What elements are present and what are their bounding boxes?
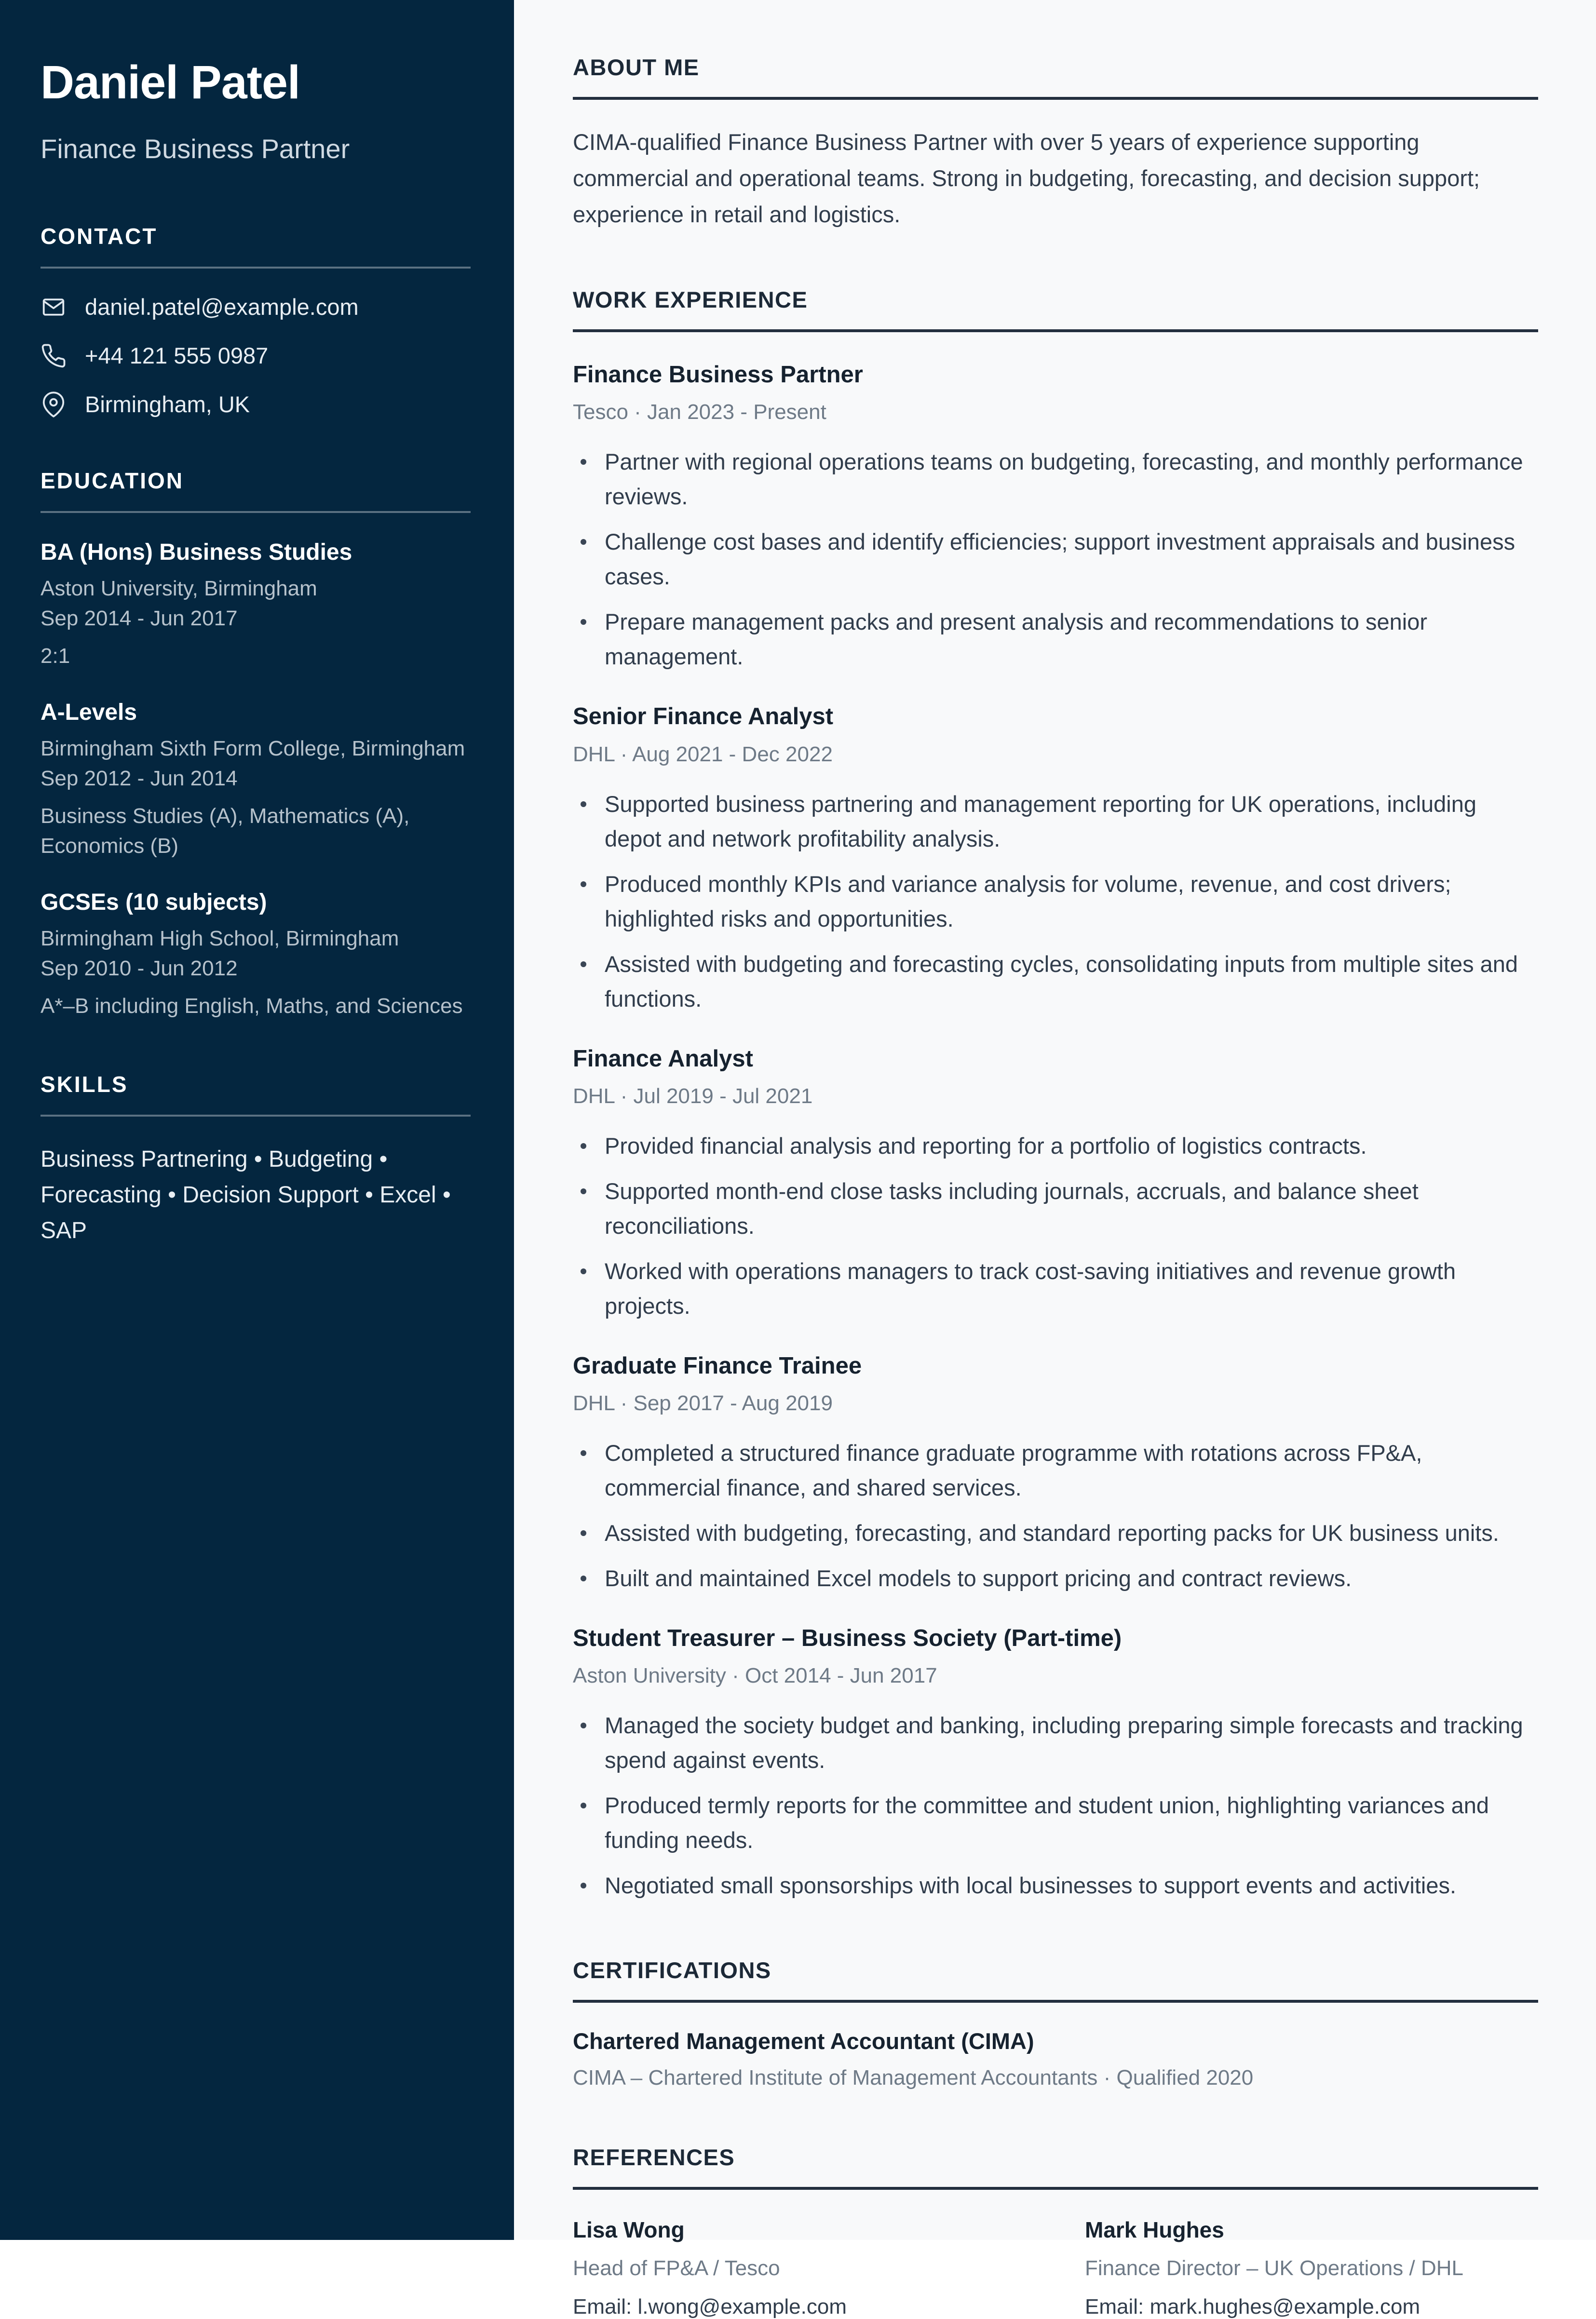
education-note: 2:1 (41, 644, 70, 668)
skills-section (41, 1071, 471, 1249)
job-entry (573, 1624, 1538, 1903)
contact-phone: +44 121 555 0987 (85, 343, 269, 369)
education-heading: EDUCATION (41, 468, 184, 494)
job-bullet-list (573, 787, 1538, 1016)
person-role: Finance Business Partner (41, 133, 350, 164)
reference-name: Lisa Wong (573, 2217, 685, 2243)
about-heading: ABOUT ME (573, 54, 700, 80)
main-content (514, 0, 1596, 2319)
contact-email: daniel.patel@example.com (85, 294, 359, 320)
education-note: Business Studies (A), Mathematics (A), Economics (B) (41, 804, 410, 858)
job-bullet: Managed the society budget and banking, including preparing simple forecasts and tracking spend against events. (605, 1708, 1538, 1778)
contact-section (41, 223, 471, 418)
job-bullet: Worked with operations managers to track cost-saving initiatives and revenue growth projects. (605, 1254, 1538, 1323)
job-bullet: Assisted with budgeting, forecasting, and standard reporting packs for UK business units. (605, 1516, 1538, 1550)
references-heading: REFERENCES (573, 2144, 735, 2171)
contact-location: Birmingham, UK (85, 391, 250, 418)
job-bullet: Supported business partnering and management reporting for UK operations, including depot and network profitability analysis. (605, 787, 1538, 856)
job-bullet-list (573, 1708, 1538, 1903)
education-degree: GCSEs (10 subjects) (41, 890, 267, 916)
education-item (41, 538, 471, 671)
job-title: Graduate Finance Trainee (573, 1352, 862, 1379)
education-school: Birmingham Sixth Form College, Birmingham (41, 737, 465, 761)
job-title: Senior Finance Analyst (573, 703, 834, 730)
phone-icon (41, 343, 67, 369)
job-meta: Tesco · Jan 2023 - Present (573, 400, 826, 424)
job-title: Finance Analyst (573, 1045, 753, 1072)
education-section (41, 468, 471, 1021)
contact-row-phone (41, 342, 471, 369)
job-bullet: Completed a structured finance graduate programme with rotations across FP&A, commercial finance, and shared services. (605, 1436, 1538, 1505)
contact-row-location (41, 391, 471, 418)
reference-email: Email: l.wong@example.com (573, 2295, 847, 2319)
job-meta: Aston University · Oct 2014 - Jun 2017 (573, 1664, 937, 1688)
divider (41, 511, 471, 513)
education-degree: A-Levels (41, 700, 137, 726)
job-title: Student Treasurer – Business Society (Part-time) (573, 1625, 1122, 1651)
education-school: Birmingham High School, Birmingham (41, 927, 399, 951)
job-entry (573, 702, 1538, 1016)
education-item (41, 698, 471, 861)
about-text: CIMA-qualified Finance Business Partner with over 5 years of experience supporting commercial and operational teams. Strong in budgeting, forecasting, and decision support; experience in retail and logistics. (573, 129, 1480, 227)
about-section (573, 54, 1538, 232)
certification-title: Chartered Management Accountant (CIMA) (573, 2028, 1034, 2054)
job-bullet: Supported month-end close tasks including journals, accruals, and balance sheet reconciliations. (605, 1174, 1538, 1243)
job-bullet: Prepare management packs and present analysis and recommendations to senior management. (605, 605, 1538, 674)
person-name: Daniel Patel (41, 56, 300, 108)
skills-heading: SKILLS (41, 1072, 128, 1097)
education-note: A*–B including English, Maths, and Sciences (41, 994, 463, 1018)
divider (573, 2000, 1538, 2003)
reference-role: Finance Director – UK Operations / DHL (1085, 2256, 1463, 2280)
job-bullet: Produced termly reports for the committee and student union, highlighting variances and funding needs. (605, 1788, 1538, 1858)
work-experience-heading: WORK EXPERIENCE (573, 287, 808, 312)
reference-name: Mark Hughes (1085, 2217, 1224, 2243)
job-bullet: Assisted with budgeting and forecasting cycles, consolidating inputs from multiple sites and functions. (605, 947, 1538, 1016)
job-bullet: Partner with regional operations teams on budgeting, forecasting, and monthly performance reviews. (605, 445, 1538, 514)
divider (573, 329, 1538, 332)
job-bullet-list (573, 445, 1538, 674)
reference-entry (1085, 2217, 1538, 2319)
certification-meta: CIMA – Chartered Institute of Management Accountants · Qualified 2020 (573, 2066, 1254, 2090)
job-entry (573, 1044, 1538, 1323)
contact-row-email (41, 294, 471, 320)
job-meta: DHL · Jul 2019 - Jul 2021 (573, 1084, 813, 1108)
envelope-icon (41, 294, 67, 320)
divider (41, 1115, 471, 1117)
reference-entry (573, 2217, 1085, 2319)
job-entry (573, 1351, 1538, 1596)
reference-role: Head of FP&A / Tesco (573, 2256, 780, 2280)
job-meta: DHL · Sep 2017 - Aug 2019 (573, 1391, 833, 1415)
job-bullet: Challenge cost bases and identify efficiencies; support investment appraisals and business cases. (605, 525, 1538, 594)
divider (41, 267, 471, 269)
education-item (41, 888, 471, 1021)
education-school: Aston University, Birmingham (41, 577, 317, 601)
certification-entry (573, 2028, 1538, 2090)
job-title: Finance Business Partner (573, 362, 863, 388)
job-bullet: Built and maintained Excel models to support pricing and contract reviews. (605, 1561, 1538, 1596)
job-entry (573, 360, 1538, 674)
contact-heading: CONTACT (41, 224, 158, 249)
references-section (573, 2144, 1538, 2319)
reference-email: Email: mark.hughes@example.com (1085, 2295, 1420, 2319)
education-dates: Sep 2010 - Jun 2012 (41, 957, 238, 981)
job-bullet-list (573, 1129, 1538, 1323)
education-degree: BA (Hons) Business Studies (41, 539, 352, 566)
job-bullet: Negotiated small sponsorships with local businesses to support events and activities. (605, 1868, 1538, 1903)
certifications-section (573, 1957, 1538, 2090)
skills-list: Business Partnering • Budgeting • Forecasting • Decision Support • Excel • SAP (41, 1146, 451, 1244)
divider (573, 97, 1538, 100)
sidebar (0, 0, 514, 2240)
certifications-heading: CERTIFICATIONS (573, 1957, 771, 1983)
job-bullet-list (573, 1436, 1538, 1596)
education-dates: Sep 2014 - Jun 2017 (41, 607, 238, 631)
education-dates: Sep 2012 - Jun 2014 (41, 767, 238, 791)
job-bullet: Provided financial analysis and reporting for a portfolio of logistics contracts. (605, 1129, 1538, 1163)
job-bullet: Produced monthly KPIs and variance analysis for volume, revenue, and cost drivers; highlighted risks and opportunities. (605, 867, 1538, 936)
job-meta: DHL · Aug 2021 - Dec 2022 (573, 742, 833, 766)
location-pin-icon (41, 391, 67, 418)
divider (573, 2187, 1538, 2190)
work-experience-section (573, 286, 1538, 1903)
